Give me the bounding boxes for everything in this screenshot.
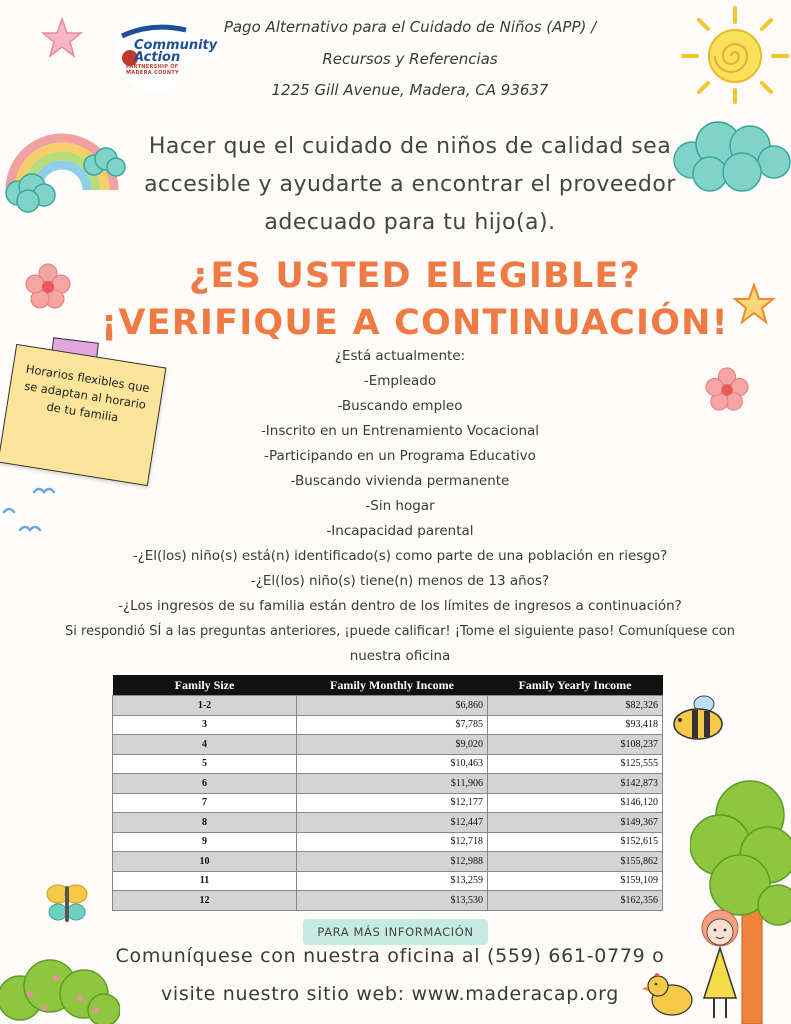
flower-icon [24, 262, 72, 310]
table-row [113, 832, 663, 852]
sticky-note-text: Horarios flexibles que se adaptan al horario de tu familia [23, 361, 151, 425]
family-size-cell: 7 [113, 793, 297, 813]
yearly-income-cell: $125,555 [488, 754, 663, 774]
monthly-income-cell: $10,463 [297, 754, 488, 774]
table-row [113, 871, 663, 891]
yearly-income-cell: $162,356 [488, 891, 663, 911]
tagline-line: adecuado para tu hijo(a). [264, 210, 556, 235]
question-item: -Inscrito en un Entrenamiento Vocacional [260, 423, 540, 439]
address: 1225 Gill Avenue, Madera, CA 93637 [271, 81, 549, 99]
family-size-cell: 4 [113, 735, 297, 755]
yearly-income-cell: $108,237 [488, 735, 663, 755]
question-item: -Empleado [363, 373, 437, 389]
monthly-income-cell: $7,785 [297, 715, 488, 735]
table-row [113, 754, 663, 774]
column-header: Family Monthly Income [297, 675, 488, 696]
qualify-note: Si respondió SÍ a las preguntas anteriores, ¡puede calificar! ¡Tome el siguiente paso! Comuníquese con [65, 624, 735, 639]
table-row [113, 735, 663, 755]
family-size-cell: 5 [113, 754, 297, 774]
eligibility-questions [60, 344, 740, 669]
yearly-income-cell: $146,120 [488, 793, 663, 813]
question-item: -Participando en un Programa Educativo [264, 448, 536, 464]
family-size-cell: 1-2 [113, 696, 297, 716]
yearly-income-cell: $93,418 [488, 715, 663, 735]
yearly-income-cell: $149,367 [488, 813, 663, 833]
family-size-cell: 6 [113, 774, 297, 794]
question-item: -¿Los ingresos de su familia están dentro de los límites de ingresos a continuación? [118, 598, 682, 614]
family-size-cell: 3 [113, 715, 297, 735]
family-size-cell: 10 [113, 852, 297, 872]
bee-illustration [668, 690, 728, 746]
table-row [113, 696, 663, 716]
yearly-income-cell: $82,326 [488, 696, 663, 716]
table-row [113, 774, 663, 794]
question-item: -Incapacidad parental [326, 523, 474, 539]
yearly-income-cell: $142,873 [488, 774, 663, 794]
yearly-income-cell: $159,109 [488, 871, 663, 891]
logo-subtitle: PARTNERSHIP OF MADERA COUNTY [126, 64, 179, 76]
monthly-income-cell: $12,447 [297, 813, 488, 833]
yearly-income-cell: $155,862 [488, 852, 663, 872]
monthly-income-cell: $11,906 [297, 774, 488, 794]
question-item: -Buscando empleo [337, 398, 463, 414]
column-header: Family Yearly Income [488, 675, 663, 696]
family-size-cell: 8 [113, 813, 297, 833]
monthly-income-cell: $12,718 [297, 832, 488, 852]
monthly-income-cell: $13,530 [297, 891, 488, 911]
more-info-badge: PARA MÁS INFORMACIÓN [303, 919, 488, 945]
question-item: -¿El(los) niño(s) tiene(n) menos de 13 años? [250, 573, 550, 589]
logo-title: Community Action [134, 38, 218, 65]
yearly-income-cell: $152,615 [488, 832, 663, 852]
monthly-income-cell: $9,020 [297, 735, 488, 755]
contact-phone-line: Comuníquese con nuestra oficina al (559) 661-0779 o [115, 945, 665, 967]
family-size-cell: 9 [113, 832, 297, 852]
contact-website-line: visite nuestro sitio web: www.maderacap.org [160, 983, 620, 1005]
butterfly-illustration [42, 876, 92, 932]
sun-illustration [675, 4, 790, 104]
table-header-row [113, 675, 663, 696]
monthly-income-cell: $6,860 [297, 696, 488, 716]
question-intro: ¿Está actualmente: [334, 348, 466, 364]
table-row [113, 813, 663, 833]
headline-verify: ¡VERIFIQUE A CONTINUACIÓN! [101, 303, 729, 343]
monthly-income-cell: $12,177 [297, 793, 488, 813]
question-item: -Sin hogar [365, 498, 435, 514]
question-item: -¿El(los) niño(s) está(n) identificado(s) como parte de una población en riesgo? [132, 548, 668, 564]
program-subtitle: Recursos y Referencias [322, 50, 498, 68]
family-size-cell: 11 [113, 871, 297, 891]
qualify-note-end: nuestra oficina [349, 648, 451, 664]
table-row [113, 852, 663, 872]
tagline-line: Hacer que el cuidado de niños de calidad sea [148, 134, 672, 159]
girl-illustration [690, 906, 760, 1024]
question-item: -Buscando vivienda permanente [290, 473, 510, 489]
tagline [110, 128, 710, 242]
family-size-cell: 12 [113, 891, 297, 911]
column-header: Family Size [113, 675, 297, 696]
table-row [113, 891, 663, 911]
bird-doodle [0, 478, 60, 548]
monthly-income-cell: $13,259 [297, 871, 488, 891]
star-icon [40, 16, 84, 60]
table-row [113, 793, 663, 813]
tagline-line: accesible y ayudarte a encontrar el proveedor [144, 172, 676, 197]
headline-eligible: ¿ES USTED ELEGIBLE? [188, 256, 642, 296]
program-name: Pago Alternativo para el Cuidado de Niños (APP) / [223, 18, 597, 36]
monthly-income-cell: $12,988 [297, 852, 488, 872]
table-row [113, 715, 663, 735]
income-limits-table [112, 675, 663, 911]
